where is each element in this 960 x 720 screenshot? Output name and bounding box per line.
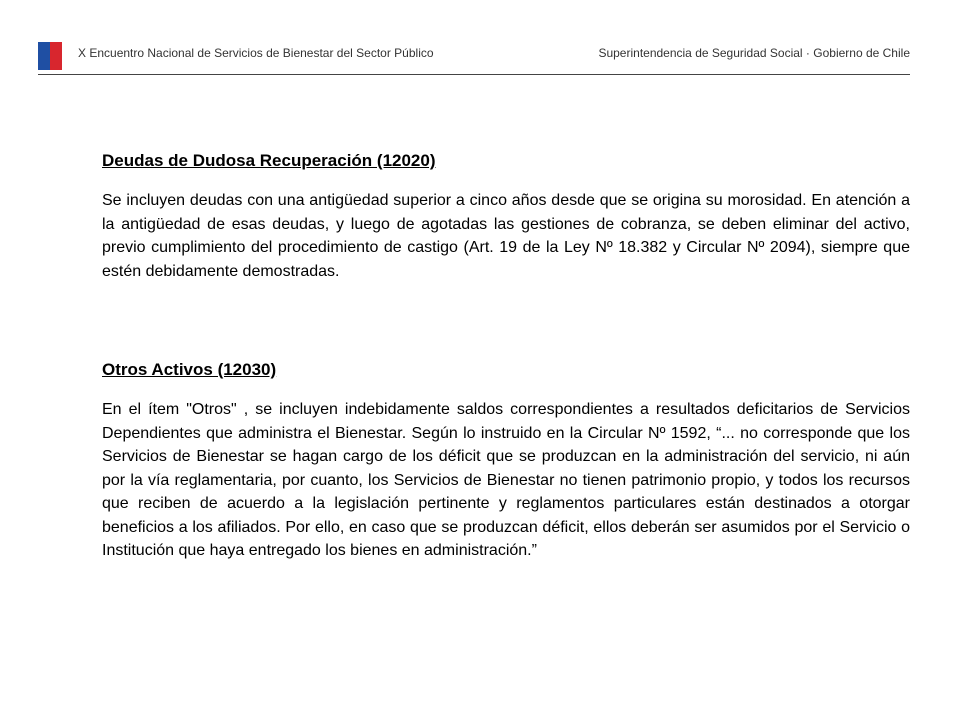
header-divider bbox=[38, 74, 910, 75]
logo-red-band bbox=[50, 42, 62, 70]
header-organization: Superintendencia de Seguridad Social · Gobierno de Chile bbox=[598, 46, 910, 60]
section-dudosa-recuperacion bbox=[102, 151, 910, 283]
government-logo bbox=[38, 42, 62, 70]
section-title: Deudas de Dudosa Recuperación (12020) bbox=[102, 151, 436, 170]
section-body: Se incluyen deudas con una antigüedad superior a cinco años desde que se origina su morosidad. En atención a la antigüedad de esas deudas, y luego de agotadas las gestiones de cobranza, se deben eliminar del activo, previo cumplimiento del procedimiento de castigo (Art. 19 de la Ley Nº 18.382 y Circular Nº 2094), siempre que estén debidamente demostradas. bbox=[102, 192, 910, 280]
section-title: Otros Activos (12030) bbox=[102, 360, 277, 379]
logo-blue-band bbox=[38, 42, 50, 70]
section-otros-activos bbox=[102, 360, 910, 563]
header-event-title: X Encuentro Nacional de Servicios de Bienestar del Sector Público bbox=[78, 46, 434, 60]
section-body: En el ítem "Otros" , se incluyen indebidamente saldos correspondientes a resultados deficitarios de Servicios Dependientes que administra el Bienestar. Según lo instruido en la Circular Nº 1592, “... no corresponde que los Servicios de Bienestar se hagan cargo de los déficit que se produzcan en la administración del servicio, ni aún por la vía reglamentaria, por cuanto, los Servicios de Bienestar no tienen patrimonio propio, y todos los recursos que reciben de acuerdo a la legislación pertinente y reglamentos particulares están destinados a otorgar beneficios a los afiliados. Por ello, en caso que se produzcan déficit, ellos deberán ser asumidos por el Servicio o Institución que haya entregado los bienes en administración.” bbox=[102, 401, 910, 559]
